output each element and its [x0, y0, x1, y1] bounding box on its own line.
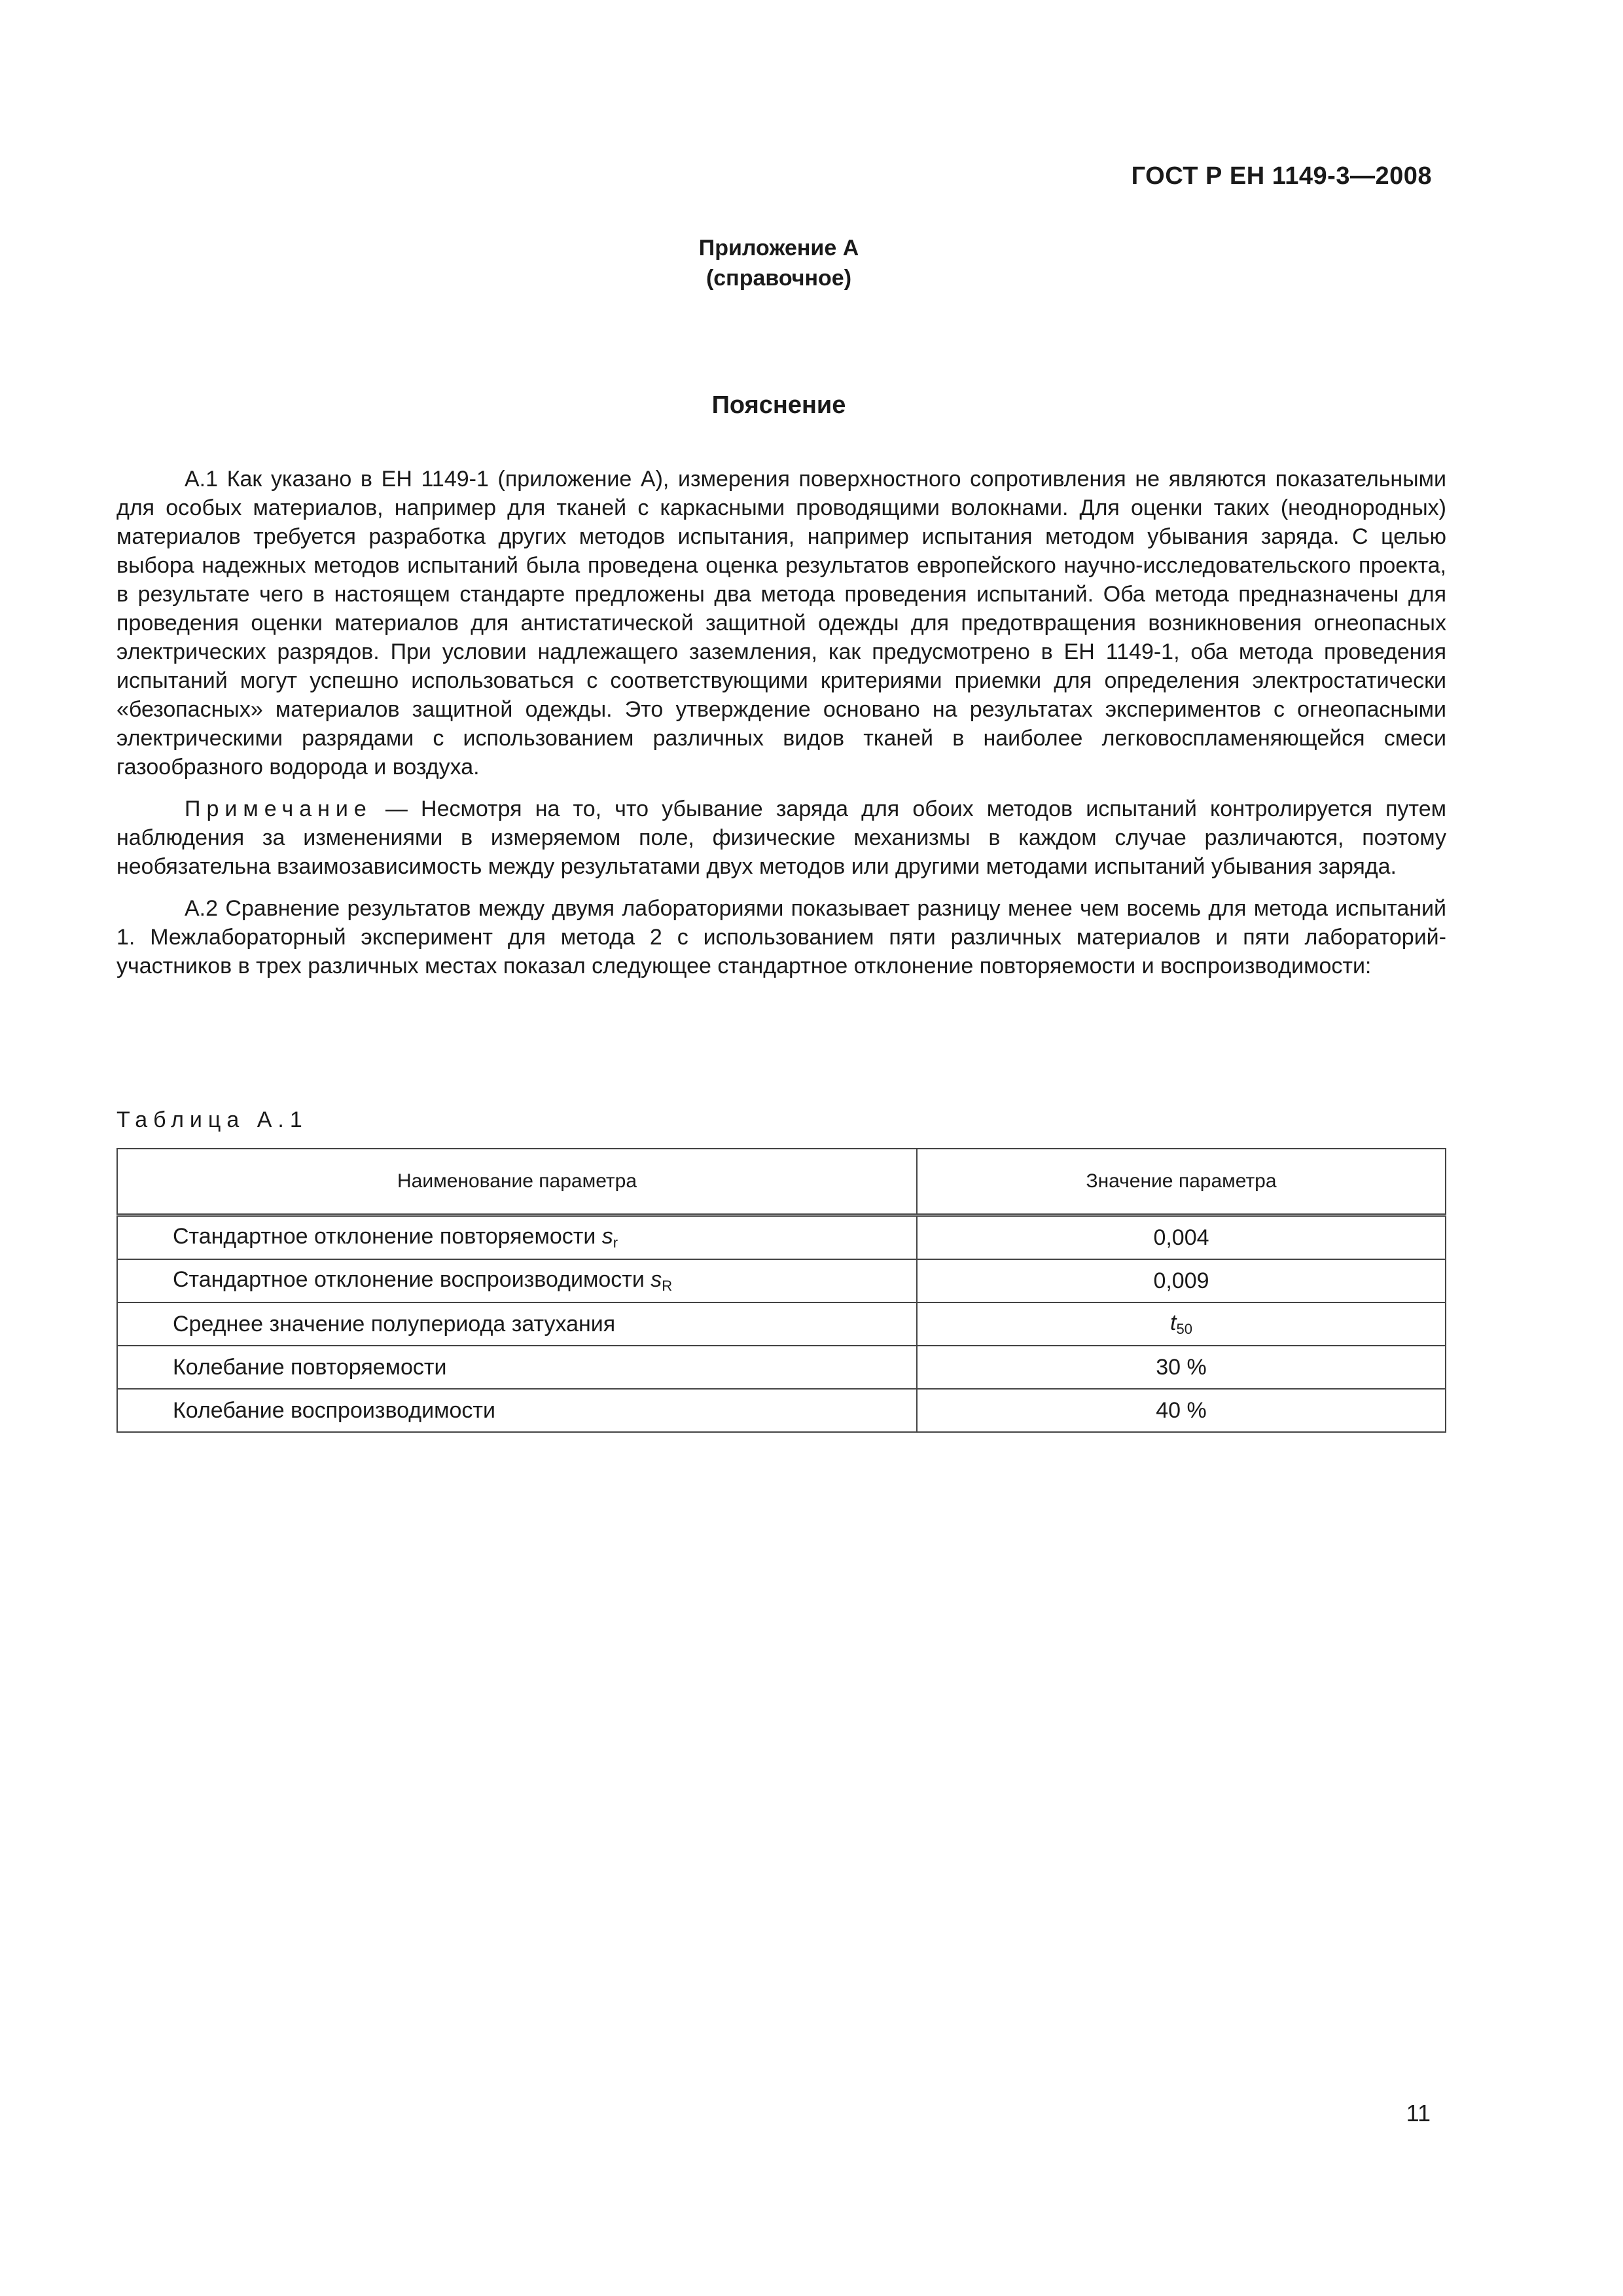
appendix-title: Приложение А	[698, 236, 859, 260]
paragraph-a1: А.1 Как указано в ЕН 1149-1 (приложение А), измерения поверхностного сопротивления не являются показательными для особых материалов, например для тканей с каркасными проводящими волокнами. Для оценки таких (неоднородных) материалов требуется разработка других методов испытания, например испытания методом убывания заряда. С целью выбора надежных методов испытаний была проведена оценка результатов европейского научно-исследовательского проекта, в результате чего в настоящем стандарте предложены два метода проведения испытаний. Оба метода предназначены для проведения оценки материалов для антистатической защитной одежды для предотвращения возникновения огнеопасных электрических разрядов. При условии надлежащего заземления, как предусмотрено в ЕН 1149-1, оба метода проведения испытаний могут успешно использоваться с соответствующими критериями приемки для определения электростатически «безопасных» материалов защитной одежды. Это утверждение основано на результатах экспериментов с огнеопасными электрическими разрядами с использованием различных видов тканей в наиболее легковоспламеняющейся смеси газообразного водорода и воздуха.	[116, 467, 1446, 780]
document-code: ГОСТ Р ЕН 1149-3—2008	[1131, 162, 1432, 190]
symbol-subscript: R	[662, 1278, 673, 1294]
column-header-value: Значение параметра	[917, 1149, 1446, 1215]
param-name: Стандартное отклонение воспроизводимости $s_R$	[117, 1259, 917, 1302]
param-value	[917, 1302, 1446, 1346]
symbol-subscript: 50	[1176, 1321, 1192, 1337]
table-header-row	[117, 1149, 1446, 1215]
param-value: 30 %	[917, 1346, 1446, 1389]
parameters-table	[116, 1148, 1446, 1433]
paragraph-a2: А.2 Сравнение результатов между двумя лабораториями показывает разницу менее чем восемь для метода испытаний 1. Межлабораторный эксперимент для метода 2 с использованием пяти различных материалов и пяти лабораторий-участников в трех различных местах показал следующее стандартное отклонение повторяемости и воспроизводимости:	[116, 896, 1446, 978]
appendix-heading	[0, 233, 1558, 293]
table-caption: Таблица А.1	[116, 1107, 308, 1132]
param-value: 0,009	[917, 1259, 1446, 1302]
note-text: — Несмотря на то, что убывание заряда для обоих методов испытаний контролируется путем наблюдения за изменениями в измеряемом поле, физические механизмы в каждом случае различаются, поэтому необязательна взаимозависимость между результатами двух методов или другими методами испытаний убывания заряда.	[116, 797, 1446, 879]
param-name: Среднее значение полупериода затухания	[117, 1302, 917, 1346]
param-name: Колебание повторяемости	[117, 1346, 917, 1389]
page-number: 11	[1406, 2100, 1431, 2126]
param-name: Стандартное отклонение повторяемости $s_r$	[117, 1215, 917, 1260]
symbol: t	[1170, 1310, 1177, 1335]
appendix-type: (справочное)	[705, 266, 852, 291]
body-text	[116, 465, 1446, 994]
param-value: 40 %	[917, 1389, 1446, 1432]
symbol: s	[651, 1267, 662, 1292]
table-row	[117, 1259, 1446, 1302]
section-title: Пояснение	[711, 391, 846, 419]
param-name: Колебание воспроизводимости	[117, 1389, 917, 1432]
symbol: s	[601, 1224, 613, 1249]
table-row	[117, 1346, 1446, 1389]
note-paragraph	[116, 795, 1446, 881]
table-row	[117, 1389, 1446, 1432]
note-label: Примечание	[185, 797, 372, 821]
table-row	[117, 1215, 1446, 1260]
table-row	[117, 1302, 1446, 1346]
symbol-subscript: r	[613, 1234, 618, 1251]
param-value: 0,004	[917, 1215, 1446, 1260]
column-header-name: Наименование параметра	[117, 1149, 917, 1215]
